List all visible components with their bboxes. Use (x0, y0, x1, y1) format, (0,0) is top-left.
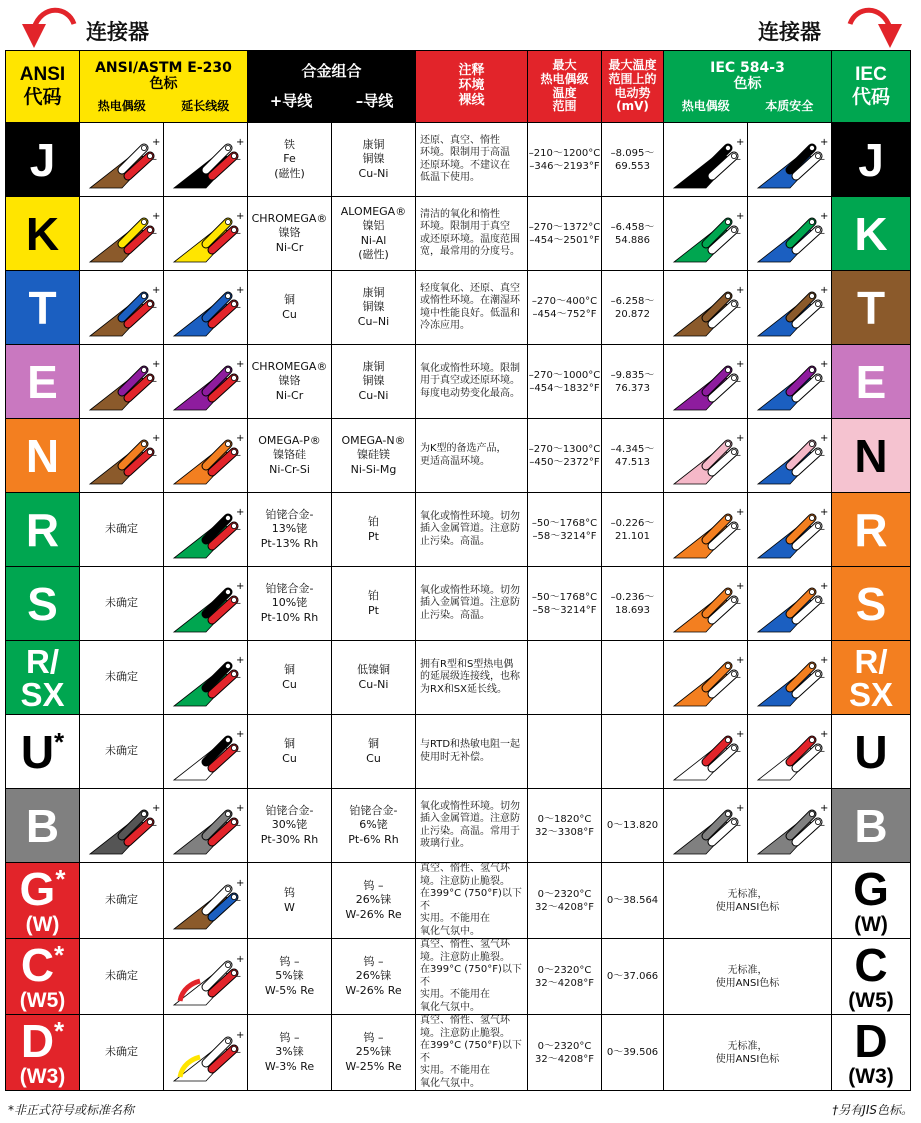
temperature-range: –270～1372°C –454～2501°F (528, 197, 602, 271)
svg-text:–: – (819, 301, 825, 313)
iec-code-2: T (832, 271, 911, 345)
iec-safe-wire-icon (754, 650, 826, 706)
iec-safe-wire-cell (748, 715, 832, 789)
iec-safe-wire-cell (748, 567, 832, 641)
ansi-tc-wire-undefined: 未确定 (80, 939, 164, 1015)
iec-tc-wire-cell (664, 271, 748, 345)
table-row (6, 641, 911, 715)
emf-range: 0～38.564 (602, 863, 664, 939)
ansi-code-5: R (6, 493, 80, 567)
ansi-tc-wire-cell (80, 419, 164, 493)
plus-lead-header: +导线 (269, 91, 313, 110)
svg-text:–: – (151, 301, 157, 313)
plus-lead: 铜 Cu (248, 641, 332, 715)
svg-text:+: + (735, 210, 744, 222)
iec-safe-wire-cell (748, 345, 832, 419)
ansi-tc-wire-undefined: 未确定 (80, 567, 164, 641)
svg-text:+: + (151, 432, 160, 444)
svg-text:+: + (735, 654, 744, 666)
svg-text:+: + (735, 802, 744, 814)
minus-lead: 钨 – 26%铼 W-26% Re (332, 863, 416, 939)
iec-code-9: B (832, 789, 911, 863)
temperature-range: –50～1768°C –58～3214°F (528, 493, 602, 567)
svg-text:–: – (735, 449, 741, 461)
iec-tc-wire-cell (664, 715, 748, 789)
iec-safe-wire-cell (748, 197, 832, 271)
ansi-ext-wire-icon (170, 1025, 242, 1081)
environment-note: 氧化或惰性环境。切勿 插入金属管道。注意防 止污染。高温。 (416, 493, 528, 567)
temperature-range: 0～2320°C 32～4208°F (528, 863, 602, 939)
environment-note: 氧化或惰性环境。切勿 插入金属管道。注意防 止污染。高温。 (416, 567, 528, 641)
environment-note: 氧化或惰性环境。限制 用于真空或还原环境。 每度电动势变化最高。 (416, 345, 528, 419)
footnote-right: †另有JIS色标。 (832, 1103, 913, 1117)
svg-text:–: – (235, 153, 241, 165)
iec-tc-wire-cell (664, 345, 748, 419)
minus-lead: 铂 Pt (332, 493, 416, 567)
svg-text:+: + (819, 654, 828, 666)
iec-safe-wire-cell (748, 271, 832, 345)
ansi-ext-wire-icon (170, 798, 242, 854)
svg-text:+: + (735, 358, 744, 370)
thermocouple-table (5, 50, 911, 1091)
plus-lead: 钨 W (248, 863, 332, 939)
minus-lead: 康铜 铜镍 Cu-Ni (332, 345, 416, 419)
svg-text:–: – (151, 153, 157, 165)
iec-tc-wire-icon (670, 576, 742, 632)
temperature-range: –270～400°C –454～752°F (528, 271, 602, 345)
emf-range: –9.835～ 76.373 (602, 345, 664, 419)
iec-safe-wire-cell (748, 419, 832, 493)
iec-code-1: K (832, 197, 911, 271)
ansi-ext-wire-icon (170, 428, 242, 484)
plus-lead: CHROMEGA® 镍铬 Ni-Cr (248, 197, 332, 271)
ansi-ext-wire-cell (164, 197, 248, 271)
svg-text:–: – (235, 671, 241, 683)
plus-lead: CHROMEGA® 镍铬 Ni-Cr (248, 345, 332, 419)
temperature-range: –270～1300°C –450～2372°F (528, 419, 602, 493)
ansi-code-6: S (6, 567, 80, 641)
iec-safe-wire-icon (754, 354, 826, 410)
table-row (6, 567, 911, 641)
svg-text:–: – (235, 597, 241, 609)
ansi-tc-wire-cell (80, 197, 164, 271)
svg-text:–: – (235, 227, 241, 239)
ansi-code-header: ANSI 代码 (6, 51, 80, 123)
svg-text:–: – (235, 970, 241, 982)
iec-safe-wire-icon (754, 206, 826, 262)
ansi-ext-wire-cell (164, 715, 248, 789)
ansi-color-header: ANSI/ASTM E-230 色标 热电偶级 延长线级 (80, 51, 248, 123)
svg-text:+: + (235, 580, 244, 592)
minus-lead: 铂 Pt (332, 567, 416, 641)
table-row (6, 197, 911, 271)
minus-lead: 钨 – 25%铼 W-25% Re (332, 1015, 416, 1091)
ansi-code-12: D* (W3) (6, 1015, 80, 1091)
iec-code-7: R/ SX (832, 641, 911, 715)
svg-text:–: – (735, 227, 741, 239)
svg-text:+: + (819, 432, 828, 444)
svg-text:+: + (735, 284, 744, 296)
svg-text:+: + (819, 210, 828, 222)
svg-text:+: + (819, 728, 828, 740)
iec-tc-wire-cell (664, 641, 748, 715)
svg-text:–: – (819, 745, 825, 757)
iec-safe-wire-cell (748, 493, 832, 567)
minus-lead: 康铜 铜镍 Cu–Ni (332, 271, 416, 345)
minus-lead: 钨 – 26%铼 W-26% Re (332, 939, 416, 1015)
iec-code-3: E (832, 345, 911, 419)
iec-safe-wire-icon (754, 280, 826, 336)
iec-safe-wire-cell (748, 789, 832, 863)
iec-tc-wire-icon (670, 724, 742, 780)
svg-text:+: + (235, 136, 244, 148)
iec-tc-wire-icon (670, 502, 742, 558)
environment-note: 真空、惰性、氢气环 境。注意防止脆裂。 在399°C (750°F)以下不 实用。不能用在 氧化气氛中。 (416, 863, 528, 939)
connector-label-left: 连接器 (86, 20, 149, 44)
svg-text:+: + (819, 284, 828, 296)
svg-text:+: + (235, 654, 244, 666)
ansi-code-7: R/ SX (6, 641, 80, 715)
table-row (6, 1015, 911, 1091)
svg-text:–: – (819, 597, 825, 609)
svg-text:+: + (235, 506, 244, 518)
iec-tc-wire-cell (664, 567, 748, 641)
iec-code-6: S (832, 567, 911, 641)
svg-text:+: + (819, 358, 828, 370)
iec-tc-wire-cell (664, 493, 748, 567)
iec-safe-wire-cell (748, 641, 832, 715)
plus-lead: 铂铑合金- 30%铑 Pt-30% Rh (248, 789, 332, 863)
ansi-ext-wire-cell (164, 123, 248, 197)
iec-code-header: IEC 代码 (832, 51, 911, 123)
table-row (6, 419, 911, 493)
emf-range: 0～13.820 (602, 789, 664, 863)
ansi-ext-wire-icon (170, 502, 242, 558)
svg-text:–: – (735, 301, 741, 313)
temperature-range: 0～2320°C 32～4208°F (528, 1015, 602, 1091)
ansi-ext-wire-cell (164, 271, 248, 345)
svg-text:+: + (151, 802, 160, 814)
svg-text:+: + (235, 358, 244, 370)
ansi-code-10: G* (W) (6, 863, 80, 939)
svg-text:–: – (235, 819, 241, 831)
iec-safe-header: 本质安全 (765, 98, 814, 113)
ansi-tc-wire-undefined: 未确定 (80, 715, 164, 789)
ansi-tc-wire-icon (86, 206, 158, 262)
ansi-code-1: K (6, 197, 80, 271)
plus-lead: 铜 Cu (248, 271, 332, 345)
ansi-ext-wire-icon (170, 206, 242, 262)
ansi-code-4: N (6, 419, 80, 493)
minus-lead: 康铜 铜镍 Cu-Ni (332, 123, 416, 197)
svg-text:–: – (235, 894, 241, 906)
ansi-tc-wire-cell (80, 789, 164, 863)
ansi-tc-wire-icon (86, 354, 158, 410)
emf-header: 最大温度 范围上的 电动势 (mV) (602, 51, 664, 123)
ansi-ext-wire-cell (164, 493, 248, 567)
minus-lead: 铜 Cu (332, 715, 416, 789)
svg-text:+: + (819, 506, 828, 518)
iec-tc-wire-cell (664, 197, 748, 271)
svg-text:–: – (735, 597, 741, 609)
plus-lead: 铜 Cu (248, 715, 332, 789)
svg-text:+: + (819, 802, 828, 814)
svg-text:–: – (819, 819, 825, 831)
table-row (6, 345, 911, 419)
temperature-range: –50～1768°C –58～3214°F (528, 567, 602, 641)
temperature-range (528, 641, 602, 715)
ansi-code-0: J (6, 123, 80, 197)
iec-tc-wire-icon (670, 206, 742, 262)
table-row (6, 715, 911, 789)
iec-tc-wire-icon (670, 132, 742, 188)
curved-arrow-down-right-icon (842, 2, 912, 50)
iec-no-standard: 无标准， 使用ANSI色标 (664, 939, 832, 1015)
ansi-ext-wire-icon (170, 949, 242, 1005)
ansi-ext-wire-cell (164, 1015, 248, 1091)
svg-text:+: + (735, 506, 744, 518)
table-row (6, 789, 911, 863)
iec-tc-grade-header: 热电偶级 (681, 98, 730, 113)
ansi-ext-wire-cell (164, 419, 248, 493)
svg-text:–: – (819, 375, 825, 387)
svg-text:–: – (819, 671, 825, 683)
iec-code-11: C (W5) (832, 939, 911, 1015)
iec-safe-wire-icon (754, 798, 826, 854)
environment-note: 轻度氧化、还原、真空 或惰性环境。在潮湿环 境中性能良好。低温和 冷冻应用。 (416, 271, 528, 345)
ansi-ext-wire-icon (170, 132, 242, 188)
environment-note: 真空、惰性、氢气环 境。注意防止脆裂。 在399°C (750°F)以下不 实用。不能用在 氧化气氛中。 (416, 1015, 528, 1091)
svg-text:–: – (235, 523, 241, 535)
iec-safe-wire-icon (754, 724, 826, 780)
environment-note: 氧化或惰性环境。切勿 插入金属管道。注意防 止污染。高温。常用于 玻璃行业。 (416, 789, 528, 863)
minus-lead: ALOMEGA® 镍铝 Ni-Al (磁性) (332, 197, 416, 271)
svg-text:+: + (235, 877, 244, 889)
iec-code-4: N (832, 419, 911, 493)
svg-text:–: – (151, 449, 157, 461)
ansi-tc-wire-icon (86, 428, 158, 484)
iec-safe-wire-icon (754, 576, 826, 632)
emf-range (602, 641, 664, 715)
ansi-ext-wire-cell (164, 789, 248, 863)
plus-lead: 钨 – 3%铼 W-3% Re (248, 1015, 332, 1091)
ansi-tc-wire-cell (80, 271, 164, 345)
footnote-left: *非正式符号或标准名称 (8, 1103, 135, 1117)
iec-safe-wire-cell (748, 123, 832, 197)
environment-note: 还原、真空、惰性 环境。限制用于高温 还原环境。不建议在 低温下使用。 (416, 123, 528, 197)
svg-text:+: + (819, 580, 828, 592)
plus-lead: OMEGA-P® 镍铬硅 Ni-Cr-Si (248, 419, 332, 493)
svg-text:–: – (151, 227, 157, 239)
emf-range: –6.258～ 20.872 (602, 271, 664, 345)
ansi-ext-wire-cell (164, 641, 248, 715)
svg-text:–: – (151, 819, 157, 831)
svg-text:+: + (151, 136, 160, 148)
ansi-ext-wire-cell (164, 345, 248, 419)
iec-code-8: U (832, 715, 911, 789)
svg-text:–: – (235, 745, 241, 757)
alloy-header: 合金组合 +导线 –导线 (248, 51, 416, 123)
iec-tc-wire-cell (664, 123, 748, 197)
table-row (6, 271, 911, 345)
ansi-ext-wire-icon (170, 873, 242, 929)
ansi-tc-wire-cell (80, 123, 164, 197)
svg-text:+: + (235, 1029, 244, 1041)
table-row (6, 123, 911, 197)
ansi-ext-wire-icon (170, 354, 242, 410)
emf-range: –8.095～ 69.553 (602, 123, 664, 197)
iec-tc-wire-cell (664, 419, 748, 493)
ansi-tc-wire-icon (86, 132, 158, 188)
iec-safe-wire-icon (754, 428, 826, 484)
curved-arrow-down-left-icon (12, 2, 82, 50)
svg-text:–: – (819, 449, 825, 461)
svg-text:–: – (735, 671, 741, 683)
ansi-tc-wire-undefined: 未确定 (80, 1015, 164, 1091)
minus-lead: 低镍铜 Cu-Ni (332, 641, 416, 715)
iec-code-5: R (832, 493, 911, 567)
svg-text:+: + (735, 136, 744, 148)
ansi-ext-wire-icon (170, 576, 242, 632)
emf-range: –4.345～ 47.513 (602, 419, 664, 493)
iec-color-header: IEC 584-3 色标 热电偶级 本质安全 (664, 51, 832, 123)
svg-text:–: – (735, 819, 741, 831)
environment-note: 拥有R型和S型热电偶 的延展级连接线，也称 为RX和SX延长线。 (416, 641, 528, 715)
emf-range: –0.236～ 18.693 (602, 567, 664, 641)
svg-text:–: – (235, 375, 241, 387)
ansi-ext-wire-icon (170, 650, 242, 706)
ansi-ext-wire-cell (164, 567, 248, 641)
table-row (6, 863, 911, 939)
ansi-tc-wire-undefined: 未确定 (80, 863, 164, 939)
svg-text:–: – (819, 153, 825, 165)
ansi-ext-grade-header: 延长线级 (181, 98, 230, 113)
iec-tc-wire-cell (664, 789, 748, 863)
ansi-ext-wire-cell (164, 863, 248, 939)
svg-text:+: + (735, 728, 744, 740)
svg-text:+: + (819, 136, 828, 148)
minus-lead: OMEGA-N® 镍硅镁 Ni-Si-Mg (332, 419, 416, 493)
svg-text:+: + (235, 432, 244, 444)
ansi-code-8: U* (6, 715, 80, 789)
plus-lead: 钨 – 5%铼 W-5% Re (248, 939, 332, 1015)
iec-code-10: G (W) (832, 863, 911, 939)
ansi-code-11: C* (W5) (6, 939, 80, 1015)
iec-tc-wire-icon (670, 798, 742, 854)
svg-text:–: – (735, 745, 741, 757)
ansi-code-3: E (6, 345, 80, 419)
ansi-code-2: T (6, 271, 80, 345)
svg-text:+: + (735, 432, 744, 444)
ansi-tc-wire-icon (86, 798, 158, 854)
svg-text:–: – (735, 153, 741, 165)
svg-text:–: – (819, 227, 825, 239)
temperature-range: –210～1200°C –346～2193°F (528, 123, 602, 197)
svg-text:+: + (151, 284, 160, 296)
table-row (6, 939, 911, 1015)
environment-note: 真空、惰性、氢气环 境。注意防止脆裂。 在399°C (750°F)以下不 实用。不能用在 氧化气氛中。 (416, 939, 528, 1015)
svg-text:+: + (235, 210, 244, 222)
svg-text:+: + (235, 284, 244, 296)
emf-range: 0～39.506 (602, 1015, 664, 1091)
ansi-tc-wire-undefined: 未确定 (80, 641, 164, 715)
iec-tc-wire-icon (670, 354, 742, 410)
iec-safe-wire-icon (754, 132, 826, 188)
ansi-ext-wire-cell (164, 939, 248, 1015)
svg-text:+: + (151, 358, 160, 370)
iec-tc-wire-icon (670, 428, 742, 484)
emf-range (602, 715, 664, 789)
temperature-range: –270～1000°C –454～1832°F (528, 345, 602, 419)
plus-lead: 铁 Fe (磁性) (248, 123, 332, 197)
svg-text:+: + (735, 580, 744, 592)
svg-text:+: + (151, 210, 160, 222)
environment-header: 注释 环境 裸线 (416, 51, 528, 123)
ansi-ext-wire-icon (170, 724, 242, 780)
svg-text:–: – (735, 523, 741, 535)
svg-text:+: + (235, 728, 244, 740)
emf-range: –0.226～ 21.101 (602, 493, 664, 567)
iec-safe-wire-icon (754, 502, 826, 558)
ansi-tc-wire-undefined: 未确定 (80, 493, 164, 567)
plus-lead: 铂铑合金- 10%铑 Pt-10% Rh (248, 567, 332, 641)
svg-text:+: + (235, 802, 244, 814)
iec-no-standard: 无标准， 使用ANSI色标 (664, 1015, 832, 1091)
svg-text:–: – (235, 301, 241, 313)
ansi-ext-wire-icon (170, 280, 242, 336)
svg-text:–: – (819, 523, 825, 535)
iec-no-standard: 无标准， 使用ANSI色标 (664, 863, 832, 939)
environment-note: 清洁的氧化和惰性 环境。限制用于真空 或还原环境。温度范围 宽，最常用的分度号。 (416, 197, 528, 271)
iec-code-12: D (W3) (832, 1015, 911, 1091)
iec-tc-wire-icon (670, 280, 742, 336)
svg-text:–: – (235, 449, 241, 461)
ansi-tc-grade-header: 热电偶级 (97, 98, 146, 113)
emf-range: 0～37.066 (602, 939, 664, 1015)
ansi-tc-wire-cell (80, 345, 164, 419)
temperature-range: 0～1820°C 32～3308°F (528, 789, 602, 863)
temperature-range-header: 最大 热电偶级 温度 范围 (528, 51, 602, 123)
ansi-code-9: B (6, 789, 80, 863)
svg-text:+: + (235, 953, 244, 965)
svg-text:–: – (735, 375, 741, 387)
plus-lead: 铂铑合金- 13%铑 Pt-13% Rh (248, 493, 332, 567)
table-row (6, 493, 911, 567)
title-bar (0, 0, 921, 50)
svg-text:–: – (235, 1046, 241, 1058)
temperature-range: 0～2320°C 32～4208°F (528, 939, 602, 1015)
iec-code-0: J (832, 123, 911, 197)
emf-range: –6.458～ 54.886 (602, 197, 664, 271)
iec-tc-wire-icon (670, 650, 742, 706)
svg-text:–: – (151, 375, 157, 387)
ansi-tc-wire-icon (86, 280, 158, 336)
minus-lead-header: –导线 (355, 91, 394, 110)
environment-note: 为K型的备选产品， 更适高温环境。 (416, 419, 528, 493)
environment-note: 与RTD和热敏电阻一起 使用时无补偿。 (416, 715, 528, 789)
temperature-range (528, 715, 602, 789)
connector-label-right: 连接器 (758, 20, 821, 44)
minus-lead: 铂铑合金- 6%铑 Pt-6% Rh (332, 789, 416, 863)
